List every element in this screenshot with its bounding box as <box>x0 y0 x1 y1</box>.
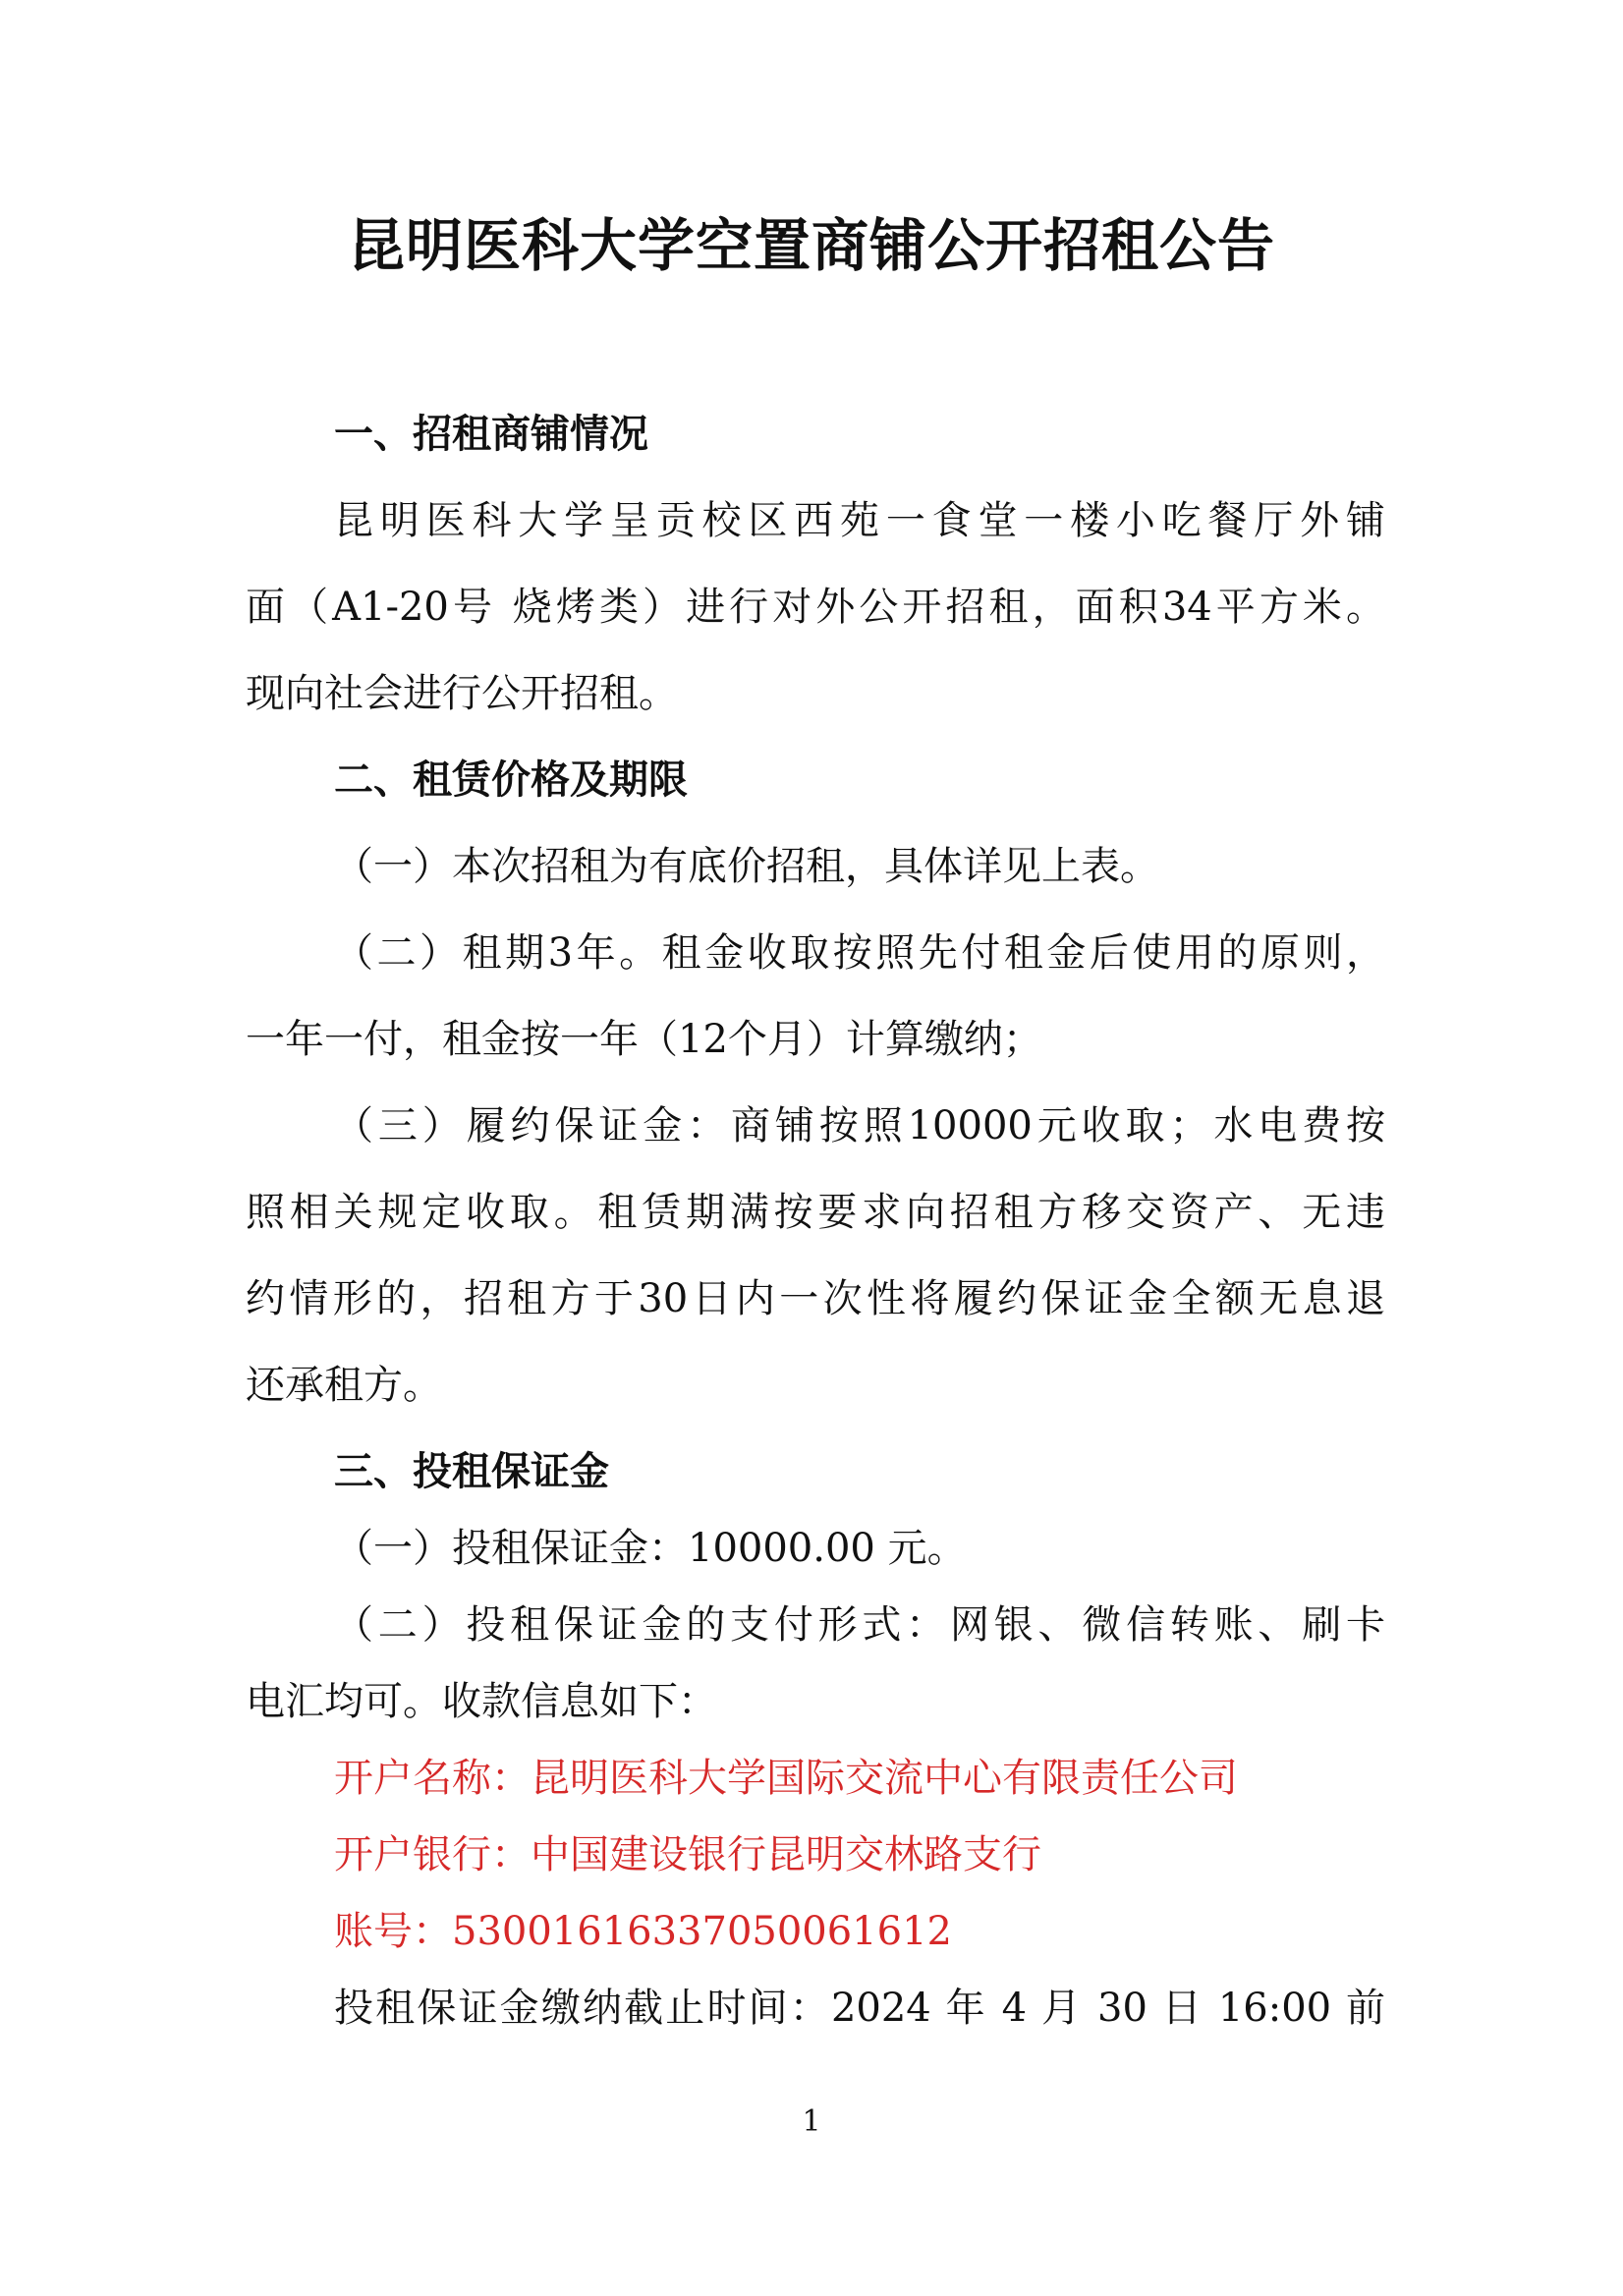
paragraph-line: 面（A1-20号 烧烤类）进行对外公开招租，面积34平方米。 <box>246 585 1385 630</box>
section-heading-3: 三、投租保证金 <box>334 1448 609 1494</box>
paragraph-line: 一年一付，租金按一年（12个月）计算缴纳； <box>246 1017 1042 1062</box>
paragraph-line: （一）本次招租为有底价招租，具体详见上表。 <box>334 844 1159 889</box>
account-number-line: 账号：53001616337050061612 <box>334 1909 952 1954</box>
document-title: 昆明医科大学空置商铺公开招租公告 <box>347 212 1275 279</box>
paragraph-line: 照相关规定收取。租赁期满按要求向招租方移交资产、无违 <box>246 1190 1385 1235</box>
paragraph-line: （三）履约保证金：商铺按照10000元收取；水电费按 <box>334 1103 1385 1148</box>
section-heading-2: 二、租赁价格及期限 <box>334 756 688 803</box>
paragraph-line: 约情形的，招租方于30日内一次性将履约保证金全额无息退 <box>246 1276 1385 1321</box>
paragraph-line: 现向社会进行公开招租。 <box>246 671 678 716</box>
bank-name-line: 开户银行：中国建设银行昆明交林路支行 <box>334 1832 1041 1877</box>
paragraph-line: （一）投租保证金：10000.00 元。 <box>334 1526 967 1571</box>
page-number: 1 <box>802 2104 821 2139</box>
paragraph-line: 还承租方。 <box>246 1363 442 1408</box>
section-heading-1: 一、招租商铺情况 <box>334 411 648 457</box>
account-name-line: 开户名称：昆明医科大学国际交流中心有限责任公司 <box>334 1756 1238 1801</box>
deposit-deadline-line: 投租保证金缴纳截止时间：2024 年 4 月 30 日 16:00 前 <box>334 1986 1385 2031</box>
paragraph-line: （二）租期3年。租金收取按照先付租金后使用的原则， <box>334 930 1385 976</box>
paragraph-line: （二）投租保证金的支付形式：网银、微信转账、刷卡 <box>334 1602 1385 1648</box>
paragraph-line: 昆明医科大学呈贡校区西苑一食堂一楼小吃餐厅外铺 <box>334 498 1385 543</box>
paragraph-line: 电汇均可。收款信息如下： <box>246 1679 717 1724</box>
